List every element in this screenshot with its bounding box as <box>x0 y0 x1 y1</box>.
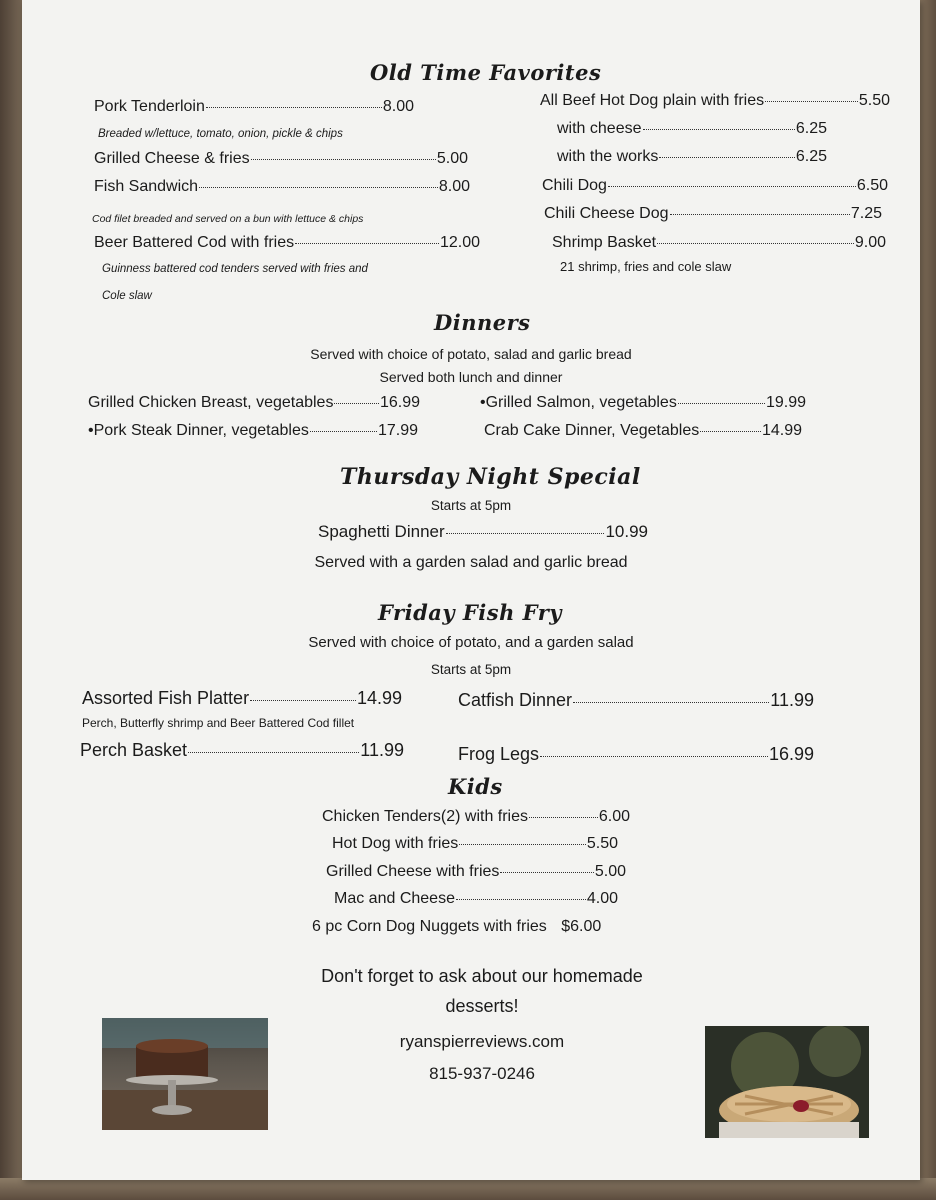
item-price: 11.99 <box>360 740 404 760</box>
item-name: 6 pc Corn Dog Nuggets with fries <box>312 918 547 935</box>
item-name: Fish Sandwich <box>94 178 199 195</box>
item-price: 8.00 <box>382 98 414 115</box>
item-description: Cole slaw <box>102 290 152 302</box>
item-name: Chicken Tenders(2) with fries <box>322 808 529 825</box>
menu-page <box>22 0 920 1180</box>
dessert-note-line1: Don't forget to ask about our homemade <box>321 966 643 986</box>
item-name: Mac and Cheese <box>334 890 455 907</box>
item-name: Grilled Cheese & fries <box>94 150 250 167</box>
menu-item <box>80 740 404 761</box>
item-price: 6.50 <box>856 177 888 194</box>
menu-item <box>82 688 402 709</box>
menu-item <box>540 92 890 110</box>
item-name: Chili Cheese Dog <box>544 205 669 222</box>
item-name: Chili Dog <box>542 177 607 194</box>
item-price: 14.99 <box>356 688 402 708</box>
section-subtitle: Starts at 5pm <box>430 662 512 677</box>
item-name: •Grilled Salmon, vegetables <box>480 394 677 411</box>
item-description: Served with a garden salad and garlic bread <box>314 554 628 571</box>
item-name: Crab Cake Dinner, Vegetables <box>484 422 700 439</box>
item-name: Shrimp Basket <box>552 234 657 251</box>
item-price: 17.99 <box>377 422 418 439</box>
item-price: 6.25 <box>795 148 827 165</box>
pie-icon <box>705 1026 869 1138</box>
menu-item <box>332 835 618 853</box>
item-description: Perch, Butterfly shrimp and Beer Battered Cod fillet <box>82 716 355 730</box>
table-background-bottom <box>0 1178 936 1200</box>
section-subtitle: Served with choice of potato, and a garden salad <box>308 634 634 651</box>
item-price: 7.25 <box>850 205 882 222</box>
section-subtitle: Served both lunch and dinner <box>379 369 563 385</box>
item-name: Perch Basket <box>80 740 188 760</box>
item-name: with the works <box>557 148 659 165</box>
menu-item <box>458 744 814 765</box>
item-name: •Pork Steak Dinner, vegetables <box>88 422 309 439</box>
dessert-note-line2: desserts! <box>445 996 519 1016</box>
pie-photo <box>705 1026 869 1138</box>
menu-item <box>334 890 618 908</box>
phone-number: 815-937-0246 <box>429 1064 535 1083</box>
website: ryanspierreviews.com <box>399 1032 565 1051</box>
menu-item <box>88 394 420 412</box>
menu-item <box>557 120 827 138</box>
menu-item <box>322 808 630 826</box>
section-title-dinners: Dinners <box>434 310 531 335</box>
menu-item <box>544 205 882 223</box>
menu-item <box>94 150 468 168</box>
menu-item <box>318 522 648 542</box>
menu-item <box>557 148 827 166</box>
item-name: Catfish Dinner <box>458 690 573 710</box>
item-price: $6.00 <box>561 918 602 935</box>
menu-item <box>326 863 626 881</box>
section-subtitle: Served with choice of potato, salad and garlic bread <box>310 346 632 362</box>
item-price: 6.25 <box>795 120 827 137</box>
item-price: 5.50 <box>586 835 618 852</box>
item-price: 8.00 <box>438 178 470 195</box>
menu-item <box>94 98 414 116</box>
item-price: 11.99 <box>770 690 814 710</box>
item-price: 16.99 <box>768 744 814 764</box>
item-price: 19.99 <box>765 394 806 411</box>
item-price: 6.00 <box>598 808 630 825</box>
menu-item <box>458 690 814 711</box>
item-price: 5.00 <box>594 863 626 880</box>
item-price: 4.00 <box>586 890 618 907</box>
item-name: All Beef Hot Dog plain with fries <box>540 92 765 109</box>
item-name: Assorted Fish Platter <box>82 688 250 708</box>
menu-item <box>88 422 418 440</box>
item-name: Beer Battered Cod with fries <box>94 234 295 251</box>
item-price: 5.00 <box>436 150 468 167</box>
item-price: 16.99 <box>379 394 420 411</box>
item-name: Hot Dog with fries <box>332 835 459 852</box>
menu-item <box>484 422 802 440</box>
item-price: 9.00 <box>854 234 886 251</box>
item-description: Guinness battered cod tenders served with fries and <box>102 263 368 275</box>
item-price: 5.50 <box>858 92 890 109</box>
section-subtitle: Starts at 5pm <box>430 498 512 513</box>
menu-item <box>542 177 888 195</box>
menu-item <box>480 394 806 412</box>
chocolate-cake-photo <box>102 1018 268 1130</box>
item-name: Spaghetti Dinner <box>318 522 445 541</box>
item-price: 10.99 <box>605 522 648 541</box>
menu-item <box>94 178 470 196</box>
menu-item <box>552 234 886 252</box>
menu-item <box>94 234 480 252</box>
item-name: Pork Tenderloin <box>94 98 205 115</box>
section-title-thursday-special: Thursday Night Special <box>340 464 641 490</box>
table-background-left <box>0 0 24 1200</box>
section-title-old-time-favorites: Old Time Favorites <box>370 60 602 85</box>
item-description: Breaded w/lettuce, tomato, onion, pickle & chips <box>98 128 343 140</box>
cake-icon <box>102 1018 268 1130</box>
item-name: Frog Legs <box>458 744 540 764</box>
item-name: with cheese <box>557 120 642 137</box>
item-description: 21 shrimp, fries and cole slaw <box>560 259 732 274</box>
section-title-kids: Kids <box>448 774 503 799</box>
section-title-friday-fish-fry: Friday Fish Fry <box>378 600 562 625</box>
item-name: Grilled Chicken Breast, vegetables <box>88 394 334 411</box>
menu-item <box>312 918 601 936</box>
item-price: 14.99 <box>761 422 802 439</box>
item-price: 12.00 <box>439 234 480 251</box>
item-name: Grilled Cheese with fries <box>326 863 500 880</box>
item-description: Cod filet breaded and served on a bun with lettuce & chips <box>92 213 364 225</box>
